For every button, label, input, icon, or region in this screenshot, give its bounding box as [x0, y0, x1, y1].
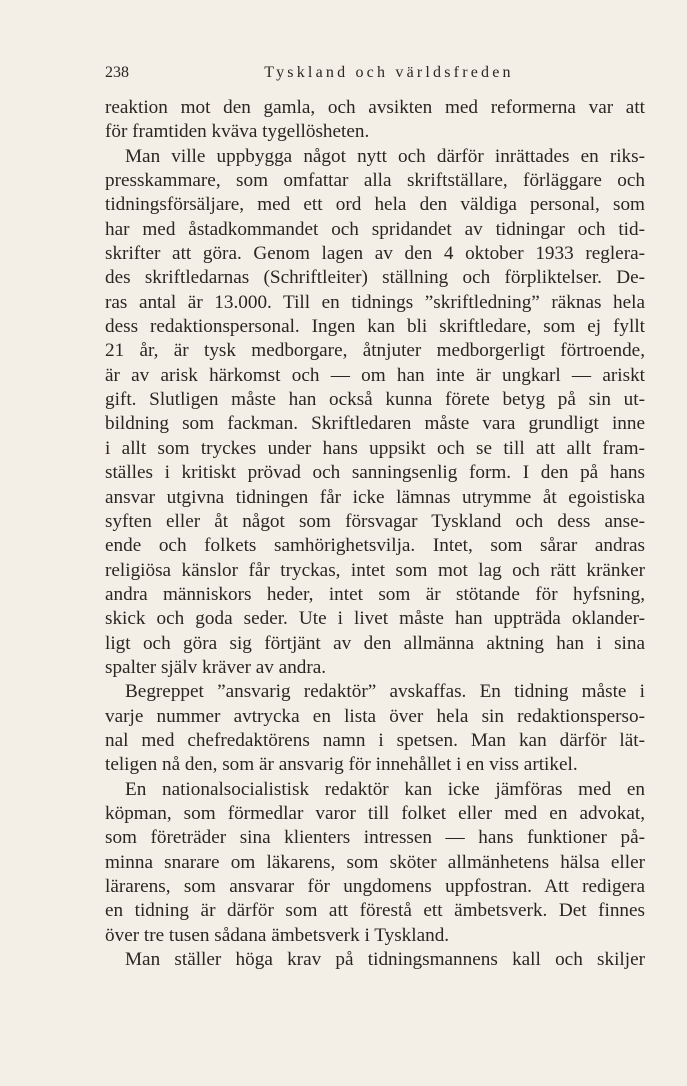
text-line: en tidning är därför som att förestå ett ämbetsverk. Det finnes	[105, 900, 645, 922]
text-line: minna snarare om läkarens, som sköter allmänhetens hälsa eller	[105, 851, 645, 873]
text-line: des skriftledarnas (Schriftleiter) ställning och förpliktelser. De-	[105, 267, 645, 289]
body-text	[105, 96, 645, 972]
text-line: för framtiden kväva tygellösheten.	[105, 121, 370, 143]
paragraph	[105, 778, 645, 948]
text-line: gift. Slutligen måste han också kunna förete betyg på sin ut-	[105, 389, 645, 411]
text-line: ställes i kritiskt prövad och sanningsenlig form. I den på hans	[105, 462, 645, 484]
running-title: Tyskland och världsfreden	[264, 64, 514, 81]
text-line: dess redaktionspersonal. Ingen kan bli skriftledare, som ej fyllt	[105, 316, 645, 338]
text-line: syften eller åt något som försvagar Tyskland och dess anse-	[105, 510, 645, 532]
text-line: Man ställer höga krav på tidningsmannens kall och skiljer	[125, 949, 645, 971]
text-line: lärarens, som ansvarar för ungdomens uppfostran. Att redigera	[105, 876, 645, 897]
text-line: ansvar utgivna tidningen får icke lämnas utrymme åt egoistiska	[105, 486, 645, 508]
text-line: En nationalsocialistisk redaktör kan icke jämföras med en	[125, 778, 645, 800]
text-line: ende och folkets samhörighetsvilja. Intet, som sårar andras	[105, 535, 645, 557]
text-line: tidningsförsäljare, med ett ord hela den väldiga personal, som	[105, 194, 645, 216]
text-line: bildning som fackman. Skriftledaren måste vara grundligt inne	[105, 413, 645, 435]
text-line: som företräder sina klienters intressen — hans funktioner på-	[105, 827, 645, 849]
text-line: nal med chefredaktörens namn i spetsen. Man kan därför lät-	[105, 729, 645, 751]
paragraph	[105, 948, 645, 972]
page-number: 238	[105, 64, 129, 81]
text-line: ras antal är 13.000. Till en tidnings ”skriftledning” räknas hela	[105, 291, 645, 313]
text-line: teligen nå den, som är ansvarig för innehållet i en viss artikel.	[105, 754, 578, 776]
text-line: religiösa känslor får tryckas, intet som mot lag och rätt kränker	[105, 559, 645, 581]
text-line: Begreppet ”ansvarig redaktör” avskaffas. En tidning måste i	[125, 681, 645, 703]
text-line: 21 år, är tysk medborgare, åtnjuter medborgerligt förtroende,	[105, 340, 645, 362]
running-head	[105, 64, 645, 86]
text-line: är av arisk härkomst och — om han inte är ungkarl — ariskt	[105, 364, 645, 386]
text-line: Man ville uppbygga något nytt och därför inrättades en riks-	[125, 145, 645, 167]
text-line: spalter själv kräver av andra.	[105, 656, 327, 678]
text-line: andra människors heder, intet som är stötande för hyfsning,	[105, 583, 645, 605]
paragraph	[105, 145, 645, 681]
paragraph	[105, 96, 645, 145]
text-line: ligt och göra sig förtjänt av den allmänna aktning han i sina	[105, 632, 645, 654]
paragraph	[105, 680, 645, 777]
text-line: skick och goda seder. Ute i livet måste han uppträda oklander-	[105, 608, 645, 630]
text-line: köpman, som förmedlar varor till folket eller med en advokat,	[105, 802, 645, 824]
text-line: presskammare, som omfattar alla skriftställare, förläggare och	[105, 170, 645, 192]
text-line: skrifter att göra. Genom lagen av den 4 oktober 1933 reglera-	[105, 243, 645, 265]
text-line: över tre tusen sådana ämbetsverk i Tyskland.	[105, 924, 450, 946]
text-line: varje nummer avtrycka en lista över hela sin redaktionsperso-	[105, 705, 645, 727]
text-line: i allt som tryckes under hans uppsikt och se till att allt fram-	[105, 437, 645, 459]
text-line: reaktion mot den gamla, och avsikten med reformerna var att	[105, 97, 645, 118]
text-line: har med åstadkommandet och spridandet av tidningar och tid-	[105, 218, 645, 240]
